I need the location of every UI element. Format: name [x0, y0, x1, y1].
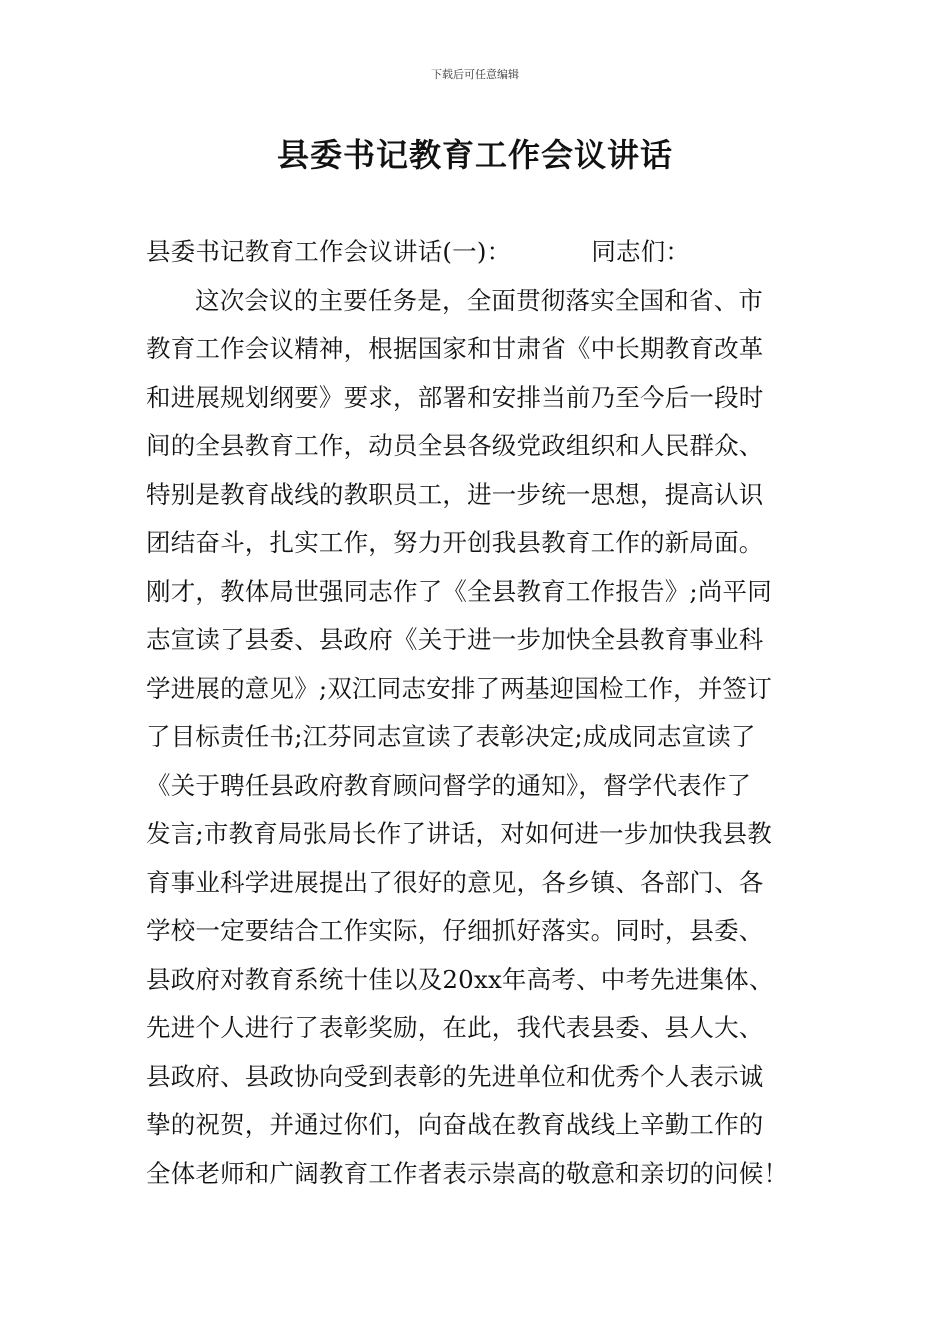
body-line: 教育工作会议精神，根据国家和甘肃省《中长期教育改革: [146, 334, 764, 363]
body-line: 先进个人进行了表彰奖励，在此，我代表县委、县人大、: [146, 1013, 764, 1042]
body-line: 《关于聘任县政府教育顾问督学的通知》，督学代表作了: [146, 770, 752, 800]
body-line: 和进展规划纲要》要求，部署和安排当前乃至今后一段时: [146, 382, 764, 412]
body-line: 志宣读了县委、县政府《关于进一步加快全县教育事业科: [146, 625, 764, 654]
body-line: 特别是教育战线的教职员工，进一步统一思想，提高认识: [146, 479, 764, 509]
body-line: 间的全县教育工作，动员全县各级党政组织和人民群众、: [146, 431, 764, 460]
document-title: 县委书记教育工作会议讲话: [276, 136, 673, 174]
body-line: 学校一定要结合工作实际，仔细抓好落实。同时，县委、: [146, 916, 764, 945]
body-line: 县政府对教育系统十佳以及20xx年高考、中考先进集体、: [146, 964, 774, 994]
body-line: 县政府、县政协向受到表彰的先进单位和优秀个人表示诚: [146, 1061, 764, 1091]
body-line: 育事业科学进展提出了很好的意见，各乡镇、各部门、各: [146, 867, 764, 897]
subtitle-text: 县委书记教育工作会议讲话(一)：: [146, 237, 512, 266]
body-line: 团结奋斗，扎实工作，努力开创我县教育工作的新局面。: [146, 528, 764, 557]
header-note: 下载后可任意编辑: [431, 68, 519, 81]
body-line: 了目标责任书;江芬同志宣读了表彰决定;成成同志宣读了: [146, 722, 756, 751]
body-line: 挚的祝贺，并通过你们，向奋战在教育战线上辛勤工作的: [146, 1110, 764, 1139]
salutation-text: 同志们：: [591, 237, 691, 266]
body-line: 刚才，教体局世强同志作了《全县教育工作报告》;尚平同: [146, 576, 772, 606]
subtitle-line: [146, 228, 816, 277]
body-line: 发言;市教育局张局长作了讲话，对如何进一步加快我县教: [146, 819, 772, 848]
body-line: 这次会议的主要任务是，全面贯彻落实全国和省、市: [195, 285, 764, 315]
body-line: 全体老师和广阔教育工作者表示崇高的敬意和亲切的问候！: [146, 1158, 789, 1188]
document-body: [146, 228, 816, 1198]
body-line: 学进展的意见》;双江同志安排了两基迎国检工作，并签订: [146, 673, 772, 703]
